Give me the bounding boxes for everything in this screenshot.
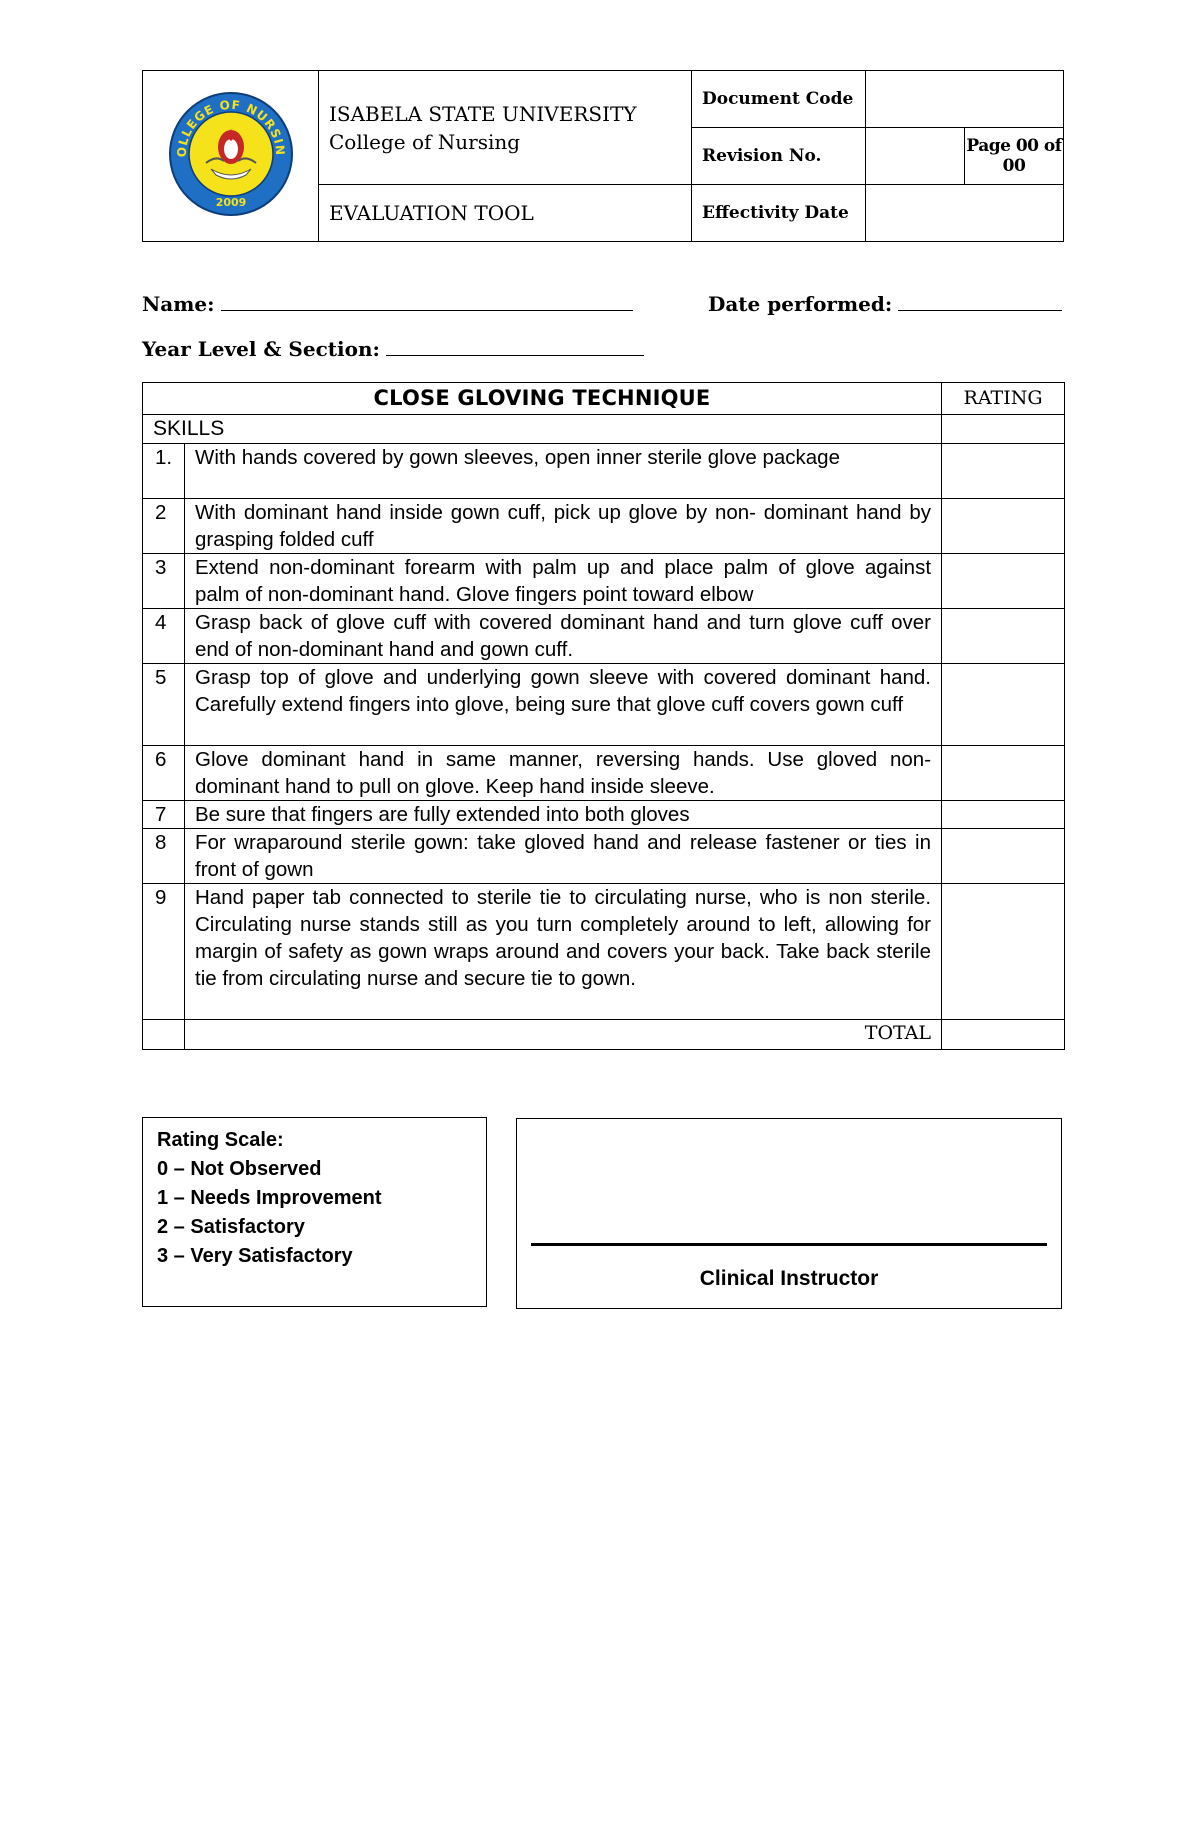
- clinical-instructor-label: Clinical Instructor: [699, 1267, 879, 1290]
- skill-number: 1.: [143, 444, 185, 499]
- effectivity-date-value: [866, 185, 1064, 242]
- skills-table: [142, 382, 1065, 1050]
- logo-cell: [143, 71, 319, 242]
- skills-header: SKILLS: [143, 415, 942, 444]
- total-label: TOTAL: [185, 1020, 942, 1050]
- instructor-signature-box: [516, 1118, 1062, 1309]
- document-code-label: Document Code: [692, 71, 866, 128]
- name-label: Name:: [142, 292, 215, 316]
- skill-row: [143, 746, 1065, 801]
- skill-row: [143, 664, 1065, 746]
- total-rating-cell[interactable]: [942, 1020, 1065, 1050]
- skill-row: [143, 499, 1065, 554]
- skill-number: 3: [143, 554, 185, 609]
- year-section-blank[interactable]: [386, 337, 644, 356]
- rating-cell[interactable]: [942, 444, 1065, 499]
- revision-value: [866, 128, 965, 185]
- rating-cell[interactable]: [942, 554, 1065, 609]
- rating-scale-item: 2 – Satisfactory: [157, 1216, 305, 1238]
- college-name: College of Nursing: [329, 129, 521, 154]
- date-performed-blank[interactable]: [898, 292, 1062, 311]
- rating-scale-box: [142, 1117, 487, 1307]
- skill-row: [143, 829, 1065, 884]
- date-performed-field: [708, 292, 1062, 316]
- rating-cell[interactable]: [942, 829, 1065, 884]
- skill-row: [143, 801, 1065, 829]
- rating-scale-item: 1 – Needs Improvement: [157, 1187, 382, 1209]
- skill-text: Grasp back of glove cuff with covered dominant hand and turn glove cuff over end of non-dominant hand and gown cuff.: [185, 609, 942, 664]
- year-section-field: [142, 337, 644, 361]
- skill-number: 4: [143, 609, 185, 664]
- skill-text: For wraparound sterile gown: take gloved hand and release fastener or ties in front of gown: [185, 829, 942, 884]
- logo-year: 2009: [215, 196, 246, 209]
- skill-text: Hand paper tab connected to sterile tie to circulating nurse, who is non sterile. Circulating nurse stands still as you turn completely around to left, allowing for margin of safety as gown wraps around and covers your back. Take back sterile tie from circulating nurse and secure tie to gown.: [185, 884, 942, 1020]
- revision-label: Revision No.: [692, 128, 866, 185]
- rating-cell[interactable]: [942, 664, 1065, 746]
- skills-table-title: CLOSE GLOVING TECHNIQUE: [143, 383, 942, 415]
- university-cell: [319, 71, 692, 185]
- skill-text: Extend non-dominant forearm with palm up and place palm of glove against palm of non-dominant hand. Glove fingers point toward elbow: [185, 554, 942, 609]
- rating-cell[interactable]: [942, 746, 1065, 801]
- rating-cell[interactable]: [942, 499, 1065, 554]
- rating-cell[interactable]: [942, 609, 1065, 664]
- evaluation-tool-title: EVALUATION TOOL: [319, 185, 692, 242]
- document-header: [142, 70, 1064, 242]
- skill-number: 2: [143, 499, 185, 554]
- rating-cell[interactable]: [942, 801, 1065, 829]
- rating-scale-title: Rating Scale:: [157, 1129, 284, 1151]
- skill-text: Glove dominant hand in same manner, reversing hands. Use gloved non-dominant hand to pull on glove. Keep hand inside sleeve.: [185, 746, 942, 801]
- logo-text: OLLEGE OF NURSIN: [174, 97, 287, 158]
- document-code-value: [866, 71, 1064, 128]
- rating-scale-item: 0 – Not Observed: [157, 1158, 322, 1180]
- skill-row: [143, 609, 1065, 664]
- skill-number: 8: [143, 829, 185, 884]
- skill-text: With hands covered by gown sleeves, open inner sterile glove package: [185, 444, 942, 499]
- total-number-cell: [143, 1020, 185, 1050]
- rating-scale-item: 3 – Very Satisfactory: [157, 1245, 353, 1267]
- skill-number: 9: [143, 884, 185, 1020]
- skill-number: 5: [143, 664, 185, 746]
- skill-number: 6: [143, 746, 185, 801]
- date-performed-label: Date performed:: [708, 292, 893, 316]
- university-name: ISABELA STATE UNIVERSITY: [329, 101, 637, 126]
- skill-number: 7: [143, 801, 185, 829]
- skill-row: [143, 444, 1065, 499]
- name-field: [142, 292, 633, 316]
- skill-text: With dominant hand inside gown cuff, pick up glove by non- dominant hand by grasping folded cuff: [185, 499, 942, 554]
- skill-text: Grasp top of glove and underlying gown sleeve with covered dominant hand. Carefully extend fingers into glove, being sure that glove cuff covers gown cuff: [185, 664, 942, 746]
- name-blank[interactable]: [221, 292, 633, 311]
- rating-header: RATING: [942, 383, 1065, 415]
- skill-row: [143, 554, 1065, 609]
- year-section-label: Year Level & Section:: [142, 337, 380, 361]
- skill-text: Be sure that fingers are fully extended into both gloves: [185, 801, 942, 829]
- college-of-nursing-logo: [166, 89, 296, 219]
- skill-row: [143, 884, 1065, 1020]
- rating-cell[interactable]: [942, 884, 1065, 1020]
- effectivity-date-label: Effectivity Date: [692, 185, 866, 242]
- page-number: Page 00 of 00: [965, 128, 1064, 185]
- rating-cell[interactable]: [942, 415, 1065, 444]
- signature-line[interactable]: [531, 1243, 1047, 1246]
